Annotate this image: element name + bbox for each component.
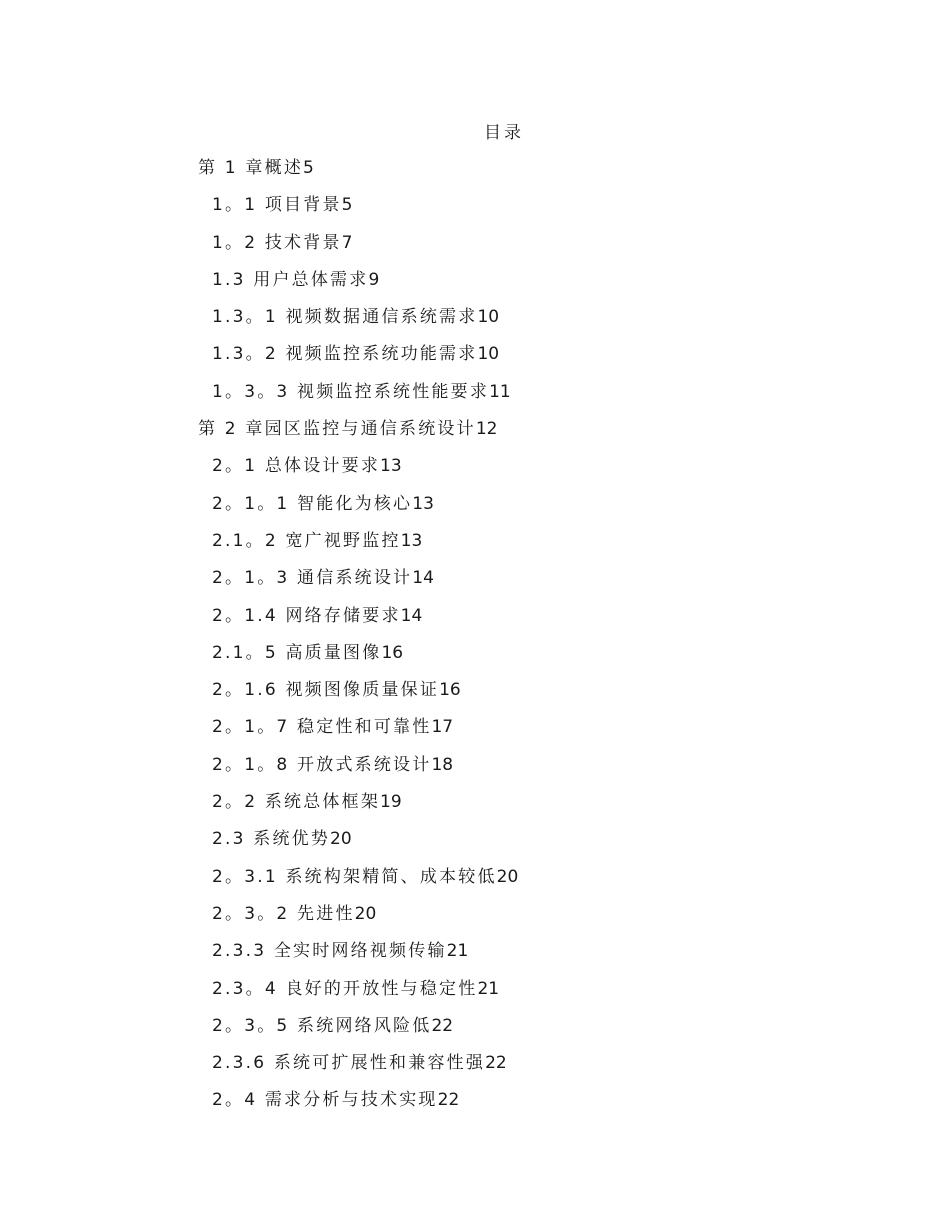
toc-section-entry[interactable] (0, 1045, 950, 1082)
toc-page-number: 10 (477, 307, 500, 328)
toc-entry-label: 2.3.3 全实时网络视频传输 (212, 941, 447, 962)
toc-entry-label: 2.1。5 高质量图像 (212, 642, 382, 663)
toc-page-number: 18 (431, 754, 454, 775)
toc-entry-label: 2.1。2 宽广视野监控 (212, 530, 401, 551)
toc-section-entry[interactable] (0, 374, 950, 411)
toc-section-entry[interactable] (0, 672, 950, 709)
toc-entry-label: 2。1。7 稳定性和可靠性 (212, 717, 432, 738)
toc-entry-label: 2。4 需求分析与技术实现 (212, 1090, 438, 1111)
toc-page-number: 11 (489, 381, 511, 402)
toc-page-number: 5 (303, 158, 314, 178)
toc-page-number: 16 (439, 680, 461, 701)
toc-chapter-entry[interactable] (0, 411, 950, 448)
table-of-contents (0, 150, 950, 1120)
toc-page-number: 22 (485, 1053, 507, 1074)
toc-entry-label: 2。1 总体设计要求 (212, 456, 381, 477)
toc-section-entry[interactable] (0, 1082, 950, 1119)
toc-entry-label: 2。3。2 先进性 (212, 903, 355, 924)
toc-entry-label: 2。1.6 视频图像质量保证 (212, 680, 440, 701)
toc-page-number: 5 (341, 195, 353, 216)
toc-page-number: 13 (380, 456, 402, 477)
toc-page-number: 19 (380, 792, 402, 813)
toc-section-entry[interactable] (0, 784, 950, 821)
toc-section-entry[interactable] (0, 225, 950, 262)
toc-page-number: 10 (477, 344, 500, 365)
toc-entry-label: 2。1。8 开放式系统设计 (212, 754, 432, 775)
toc-section-entry[interactable] (0, 262, 950, 299)
toc-page-number: 21 (446, 941, 469, 962)
toc-entry-label: 2。2 系统总体框架 (212, 792, 381, 813)
toc-entry-label: 2。1.4 网络存储要求 (212, 605, 401, 626)
toc-entry-label: 2。1。1 智能化为核心 (212, 493, 413, 514)
toc-section-entry[interactable] (0, 336, 950, 373)
toc-page-number: 16 (381, 642, 404, 663)
toc-section-entry[interactable] (0, 486, 950, 523)
toc-section-entry[interactable] (0, 560, 950, 597)
toc-section-entry[interactable] (0, 971, 950, 1008)
toc-page-number: 13 (400, 530, 423, 551)
toc-section-entry[interactable] (0, 598, 950, 635)
toc-entry-label: 2。3.1 系统构架精简、成本较低 (212, 866, 497, 887)
toc-entry-label: 2.3.6 系统可扩展性和兼容性强 (212, 1053, 486, 1074)
toc-section-entry[interactable] (0, 187, 950, 224)
toc-page-number: 17 (431, 717, 454, 738)
toc-page-number: 7 (341, 232, 353, 253)
toc-page-number: 14 (400, 605, 423, 626)
toc-title: 目录 (484, 123, 524, 143)
toc-section-entry[interactable] (0, 896, 950, 933)
toc-entry-label: 第 2 章园区监控与通信系统设计 (198, 419, 476, 440)
toc-entry-label: 1。3。3 视频监控系统性能要求 (212, 381, 490, 402)
toc-page-number: 20 (330, 829, 352, 850)
toc-section-entry[interactable] (0, 523, 950, 560)
toc-entry-label: 2。3。5 系统网络风险低 (212, 1015, 432, 1036)
toc-entry-label: 1.3 用户总体需求 (212, 269, 369, 290)
toc-page-number: 9 (368, 269, 380, 290)
toc-section-entry[interactable] (0, 933, 950, 970)
toc-entry-label: 1。2 技术背景 (212, 232, 342, 253)
toc-entry-label: 第 1 章概述 (198, 158, 304, 178)
toc-section-entry[interactable] (0, 747, 950, 784)
toc-page-number: 20 (354, 903, 377, 924)
toc-entry-label: 1。1 项目背景 (212, 195, 342, 216)
toc-section-entry[interactable] (0, 635, 950, 672)
toc-section-entry[interactable] (0, 299, 950, 336)
toc-entry-label: 2.3。4 良好的开放性与稳定性 (212, 978, 478, 999)
toc-page-number: 21 (477, 978, 500, 999)
toc-page-number: 13 (412, 493, 434, 514)
toc-page-number: 20 (496, 866, 519, 887)
toc-page-number: 22 (437, 1090, 460, 1111)
toc-entry-label: 1.3。1 视频数据通信系统需求 (212, 307, 478, 328)
toc-chapter-entry[interactable] (0, 150, 950, 187)
toc-section-entry[interactable] (0, 1008, 950, 1045)
toc-section-entry[interactable] (0, 821, 950, 858)
toc-section-entry[interactable] (0, 448, 950, 485)
toc-entry-label: 1.3。2 视频监控系统功能需求 (212, 344, 478, 365)
toc-section-entry[interactable] (0, 859, 950, 896)
toc-entry-label: 2。1。3 通信系统设计 (212, 568, 413, 589)
toc-page-number: 22 (431, 1015, 454, 1036)
toc-entry-label: 2.3 系统优势 (212, 829, 331, 850)
toc-page-number: 14 (412, 568, 434, 589)
toc-section-entry[interactable] (0, 709, 950, 746)
toc-page-number: 12 (475, 419, 498, 440)
